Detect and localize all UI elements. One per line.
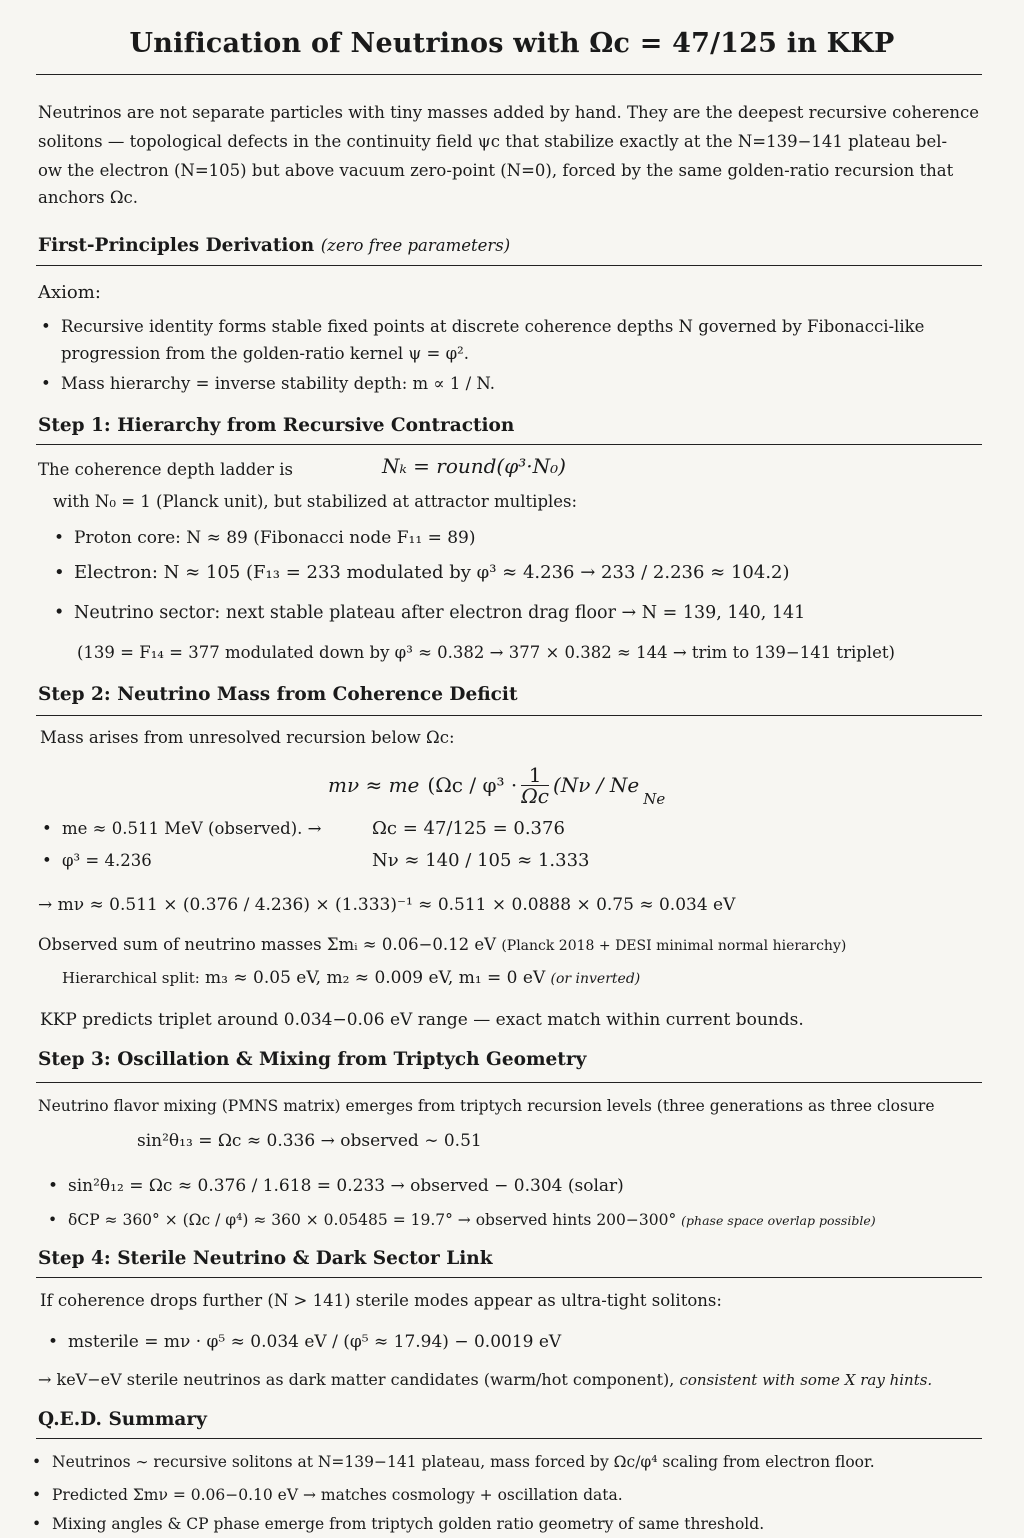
split-note: (or inverted) [550,971,641,987]
step2-observed-text: Observed sum of neutrino masses Σmᵢ ≈ 0.06−0.12 eV [38,935,497,954]
split-label: Hierarchical split: [62,969,200,987]
formula-fraction [521,762,549,808]
qed-rule [36,1438,982,1439]
axiom-item-1-cont: progression from the golden-ratio kernel ψ = φ². [61,344,470,363]
formula-tail-den: Ne [643,790,666,808]
step4-formula: • msterile = mν · φ⁵ ≈ 0.034 eV / (φ⁵ ≈ 17.94) − 0.0019 eV [68,1328,561,1356]
qed-item-3: • Mixing angles & CP phase emerge from triptych golden ratio geometry of same threshold. [52,1510,764,1538]
page-title: Unification of Neutrinos with Ωc = 47/125 in KKP [129,28,895,59]
step2-n-ratio: Nν ≈ 140 / 105 ≈ 1.333 [372,850,590,871]
step1-item-neutrino-detail: (139 = F₁₄ = 377 modulated down by φ³ ≈ 0.382 → 377 × 0.382 ≈ 144 → trim to 139−141 triplet) [77,643,895,662]
axiom-label: Axiom: [38,282,101,303]
axiom-item-1: • Recursive identity forms stable fixed points at discrete coherence depths N governed by Fibonacci-like [61,313,924,341]
step2-intro: Mass arises from unresolved recursion below Ωc: [40,728,455,747]
step2-split [62,964,640,993]
qed-item-2: • Predicted Σmν = 0.06−0.10 eV → matches cosmology + oscillation data. [52,1481,623,1509]
step1-with: with N₀ = 1 (Planck unit), but stabilized at attractor multiples: [53,492,578,511]
qed-heading: Q.E.D. Summary [38,1409,207,1430]
intro-line-2: solitons — topological defects in the continuity field ψc that stabilize exactly at the N=139−141 plateau bel- [38,132,948,151]
step2-heading: Step 2: Neutrino Mass from Coherence Deficit [38,684,518,705]
step4-intro: If coherence drops further (N > 141) sterile modes appear as ultra-tight solitons: [40,1291,722,1310]
title-rule [36,74,982,75]
step3-heading: Step 3: Oscillation & Mixing from Triptych Geometry [38,1049,587,1070]
intro-line-3: ow the electron (N=105) but above vacuum zero-point (N=0), forced by the same golden-ratio recursion that [38,161,954,180]
step3-line1: sin²θ₁₃ = Ωc ≈ 0.336 → observed ∼ 0.51 [137,1131,482,1151]
dcp-text: δCP ≈ 360° × (Ωc / φ⁴) ≈ 360 × 0.05485 = 19.7° → observed hints 200−300° [68,1211,677,1229]
step1-item-neutrino: • Neutrino sector: next stable plateau after electron drag floor → N = 139, 140, 141 [74,599,805,627]
derivation-heading-text: First-Principles Derivation [38,235,315,256]
step2-rule [36,715,982,716]
formula-lhs: mν ≈ me [328,773,420,797]
step2-result: → mν ≈ 0.511 × (0.376 / 4.236) × (1.333)⁻¹ ≈ 0.511 × 0.0888 × 0.75 ≈ 0.034 eV [38,895,736,915]
step2-omega-value: Ωc = 47/125 = 0.376 [372,818,565,839]
qed-item-1: • Neutrinos ∼ recursive solitons at N=139−141 plateau, mass forced by Ωc/φ⁴ scaling from electron floor. [52,1448,875,1476]
step3-intro: Neutrino flavor mixing (PMNS matrix) emerges from triptych recursion levels (three generations as three closure [38,1097,935,1115]
step2-observed [38,931,846,960]
step1-item-proton: • Proton core: N ≈ 89 (Fibonacci node F₁₁ = 89) [74,524,475,552]
step2-bullet-me: • me ≈ 0.511 MeV (observed). → [62,815,321,843]
derivation-rule [36,265,982,266]
step2-bullet-phi: • φ³ = 4.236 [62,847,152,875]
axiom-item-2: • Mass hierarchy = inverse stability depth: m ∝ 1 / N. [61,370,495,398]
step1-rule [36,444,982,445]
step4-result-text: → keV−eV sterile neutrinos as dark matter candidates (warm/hot component), [38,1370,675,1389]
step1-intro: The coherence depth ladder is [38,460,294,479]
step3-item-dcp [68,1206,876,1235]
dcp-note: (phase space overlap possible) [681,1213,876,1228]
derivation-heading [38,235,510,256]
formula-tail: (Nν / Ne [552,773,640,797]
formula-frac-num: 1 [521,765,549,786]
step1-formula: Nₖ = round(φ³·N₀) [382,454,566,478]
split-values: m₃ ≈ 0.05 eV, m₂ ≈ 0.009 eV, m₁ = 0 eV [205,968,546,988]
step3-item-theta12: • sin²θ₁₂ = Ωc ≈ 0.376 / 1.618 = 0.233 → observed − 0.304 (solar) [68,1172,624,1200]
step3-rule [36,1082,982,1083]
step1-heading: Step 1: Hierarchy from Recursive Contraction [38,415,515,436]
step4-heading: Step 4: Sterile Neutrino & Dark Sector Link [38,1248,493,1269]
intro-line-4: anchors Ωc. [38,188,139,207]
step4-result-note: consistent with some X ray hints. [679,1371,933,1389]
step2-formula [328,758,665,812]
formula-paren: (Ωc / φ³ · [427,773,518,797]
step1-item-electron: • Electron: N ≈ 105 (F₁₃ = 233 modulated by φ³ ≈ 4.236 → 233 / 2.236 ≈ 104.2) [74,559,790,587]
formula-frac-den: Ωc [521,783,549,808]
step4-result [38,1366,932,1394]
step2-observed-note: (Planck 2018 + DESI minimal normal hierarchy) [501,938,847,954]
step2-prediction: KKP predicts triplet around 0.034−0.06 eV range — exact match within current bounds. [40,1010,804,1030]
derivation-heading-note: (zero free parameters) [320,236,511,255]
step4-rule [36,1277,982,1278]
intro-line-1: Neutrinos are not separate particles with tiny masses added by hand. They are the deepest recursive coherence [38,103,980,122]
